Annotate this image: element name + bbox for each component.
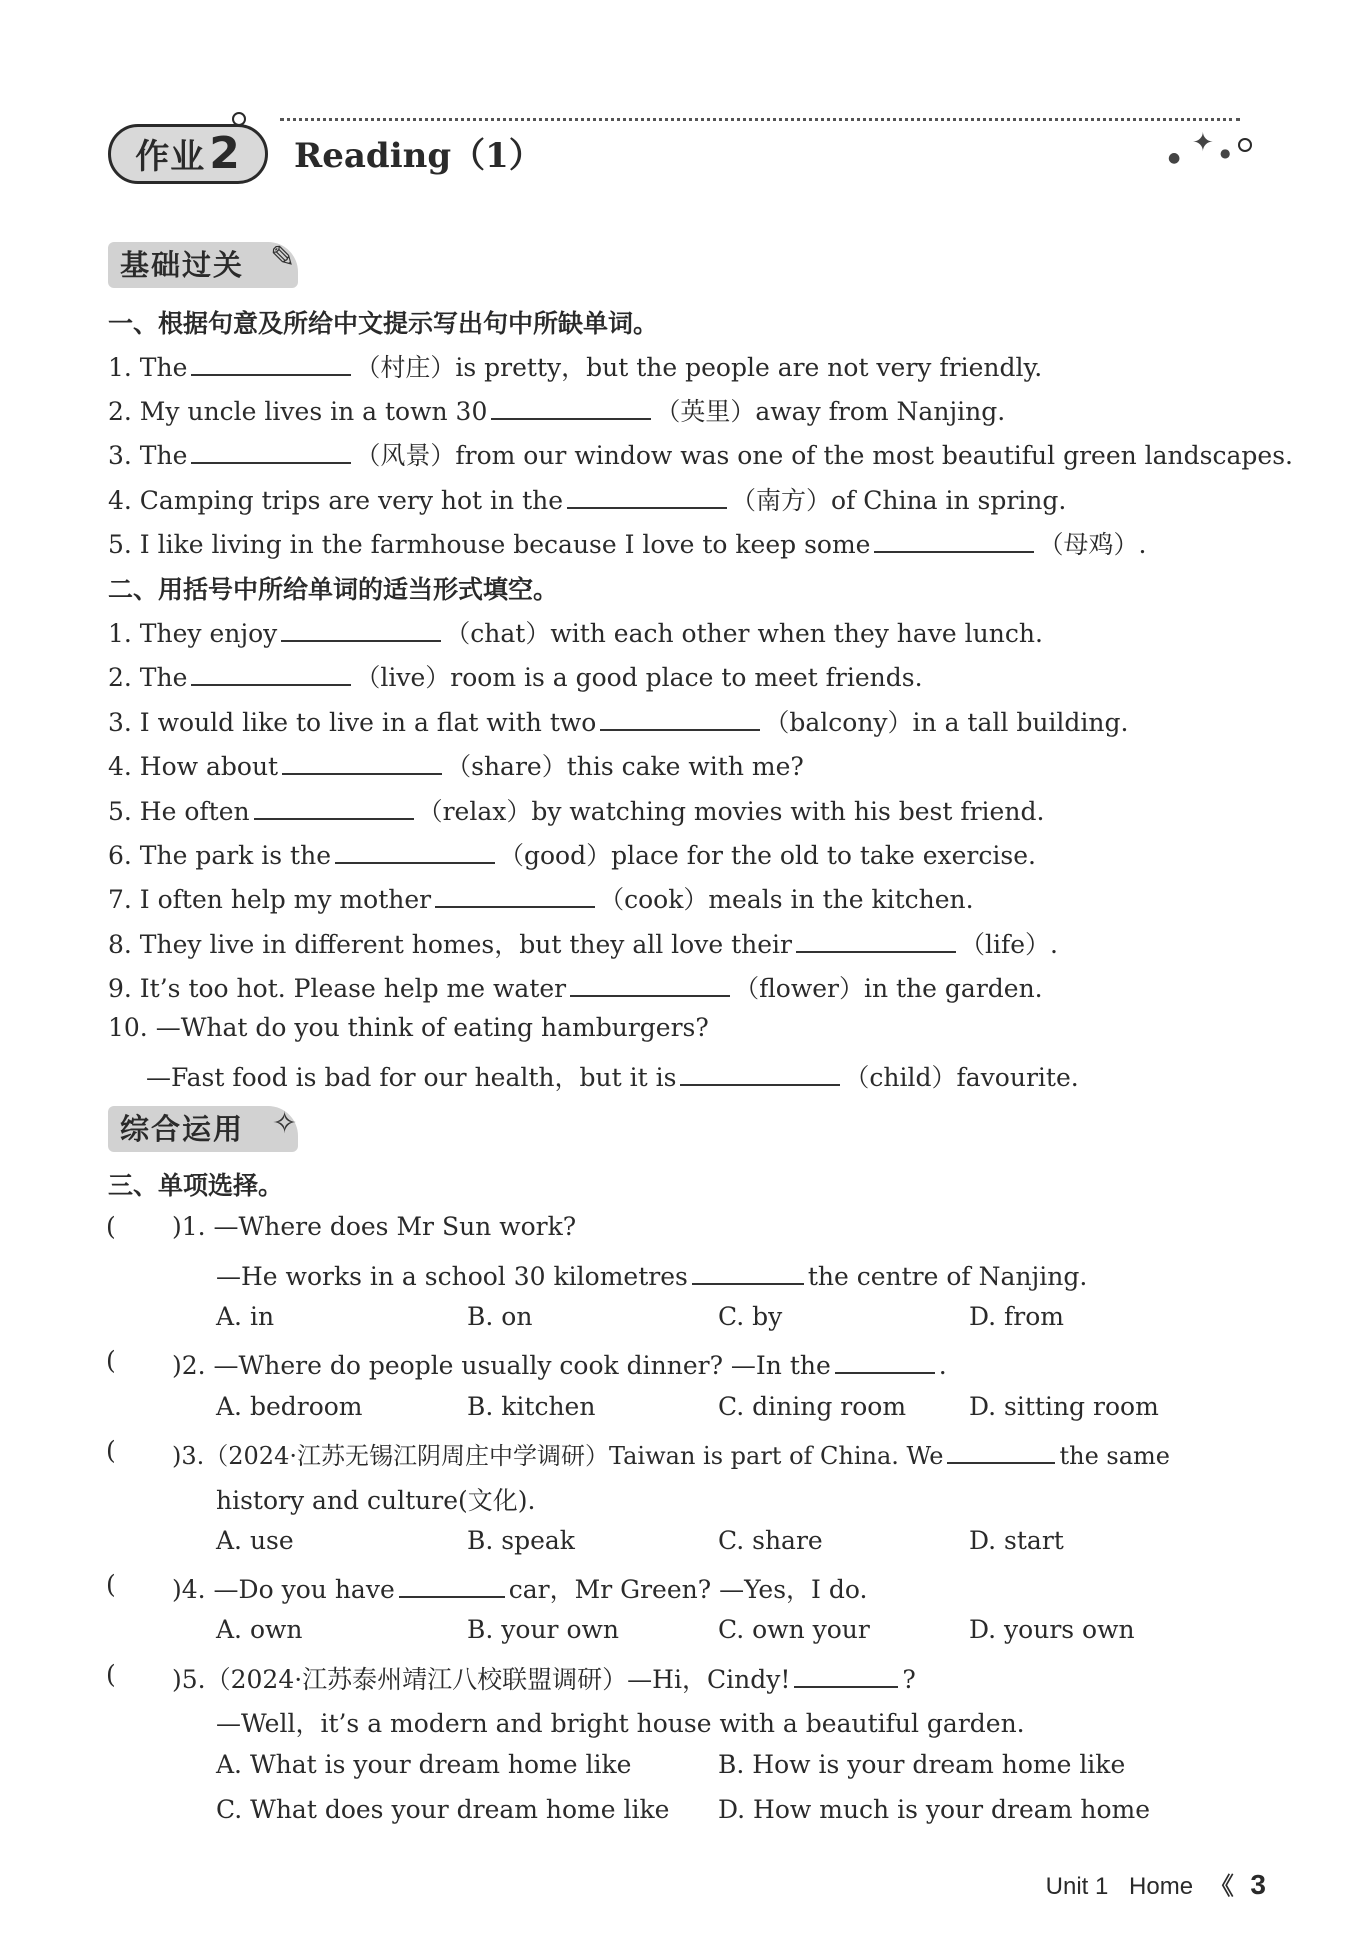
answer-blank[interactable] <box>794 1660 898 1688</box>
part2-item: 8. They live in different homes，but they all love their （life）. <box>108 925 1058 961</box>
q4-option-a[interactable]: A. own <box>216 1615 303 1644</box>
answer-blank[interactable] <box>281 614 441 642</box>
answer-blank[interactable] <box>191 436 351 464</box>
part1-item: 2. My uncle lives in a town 30 （英里）away from Nanjing. <box>108 392 1005 428</box>
answer-paren[interactable]: ( <box>106 1212 116 1241</box>
q1-line2: —He works in a school 30 kilometres the centre of Nanjing. <box>216 1257 1087 1291</box>
part2-item: 7. I often help my mother （cook）meals in the kitchen. <box>108 880 974 916</box>
q5-option-c[interactable]: C. What does your dream home like <box>216 1795 670 1824</box>
homework-badge <box>108 124 268 184</box>
lesson-title: Reading（1） <box>294 136 543 176</box>
homework-badge-number: 2 <box>209 128 241 179</box>
sparkle-star-icon: ✦ <box>1192 128 1214 158</box>
answer-blank[interactable] <box>435 880 595 908</box>
chevron-left-icon: 《 <box>1209 1873 1234 1900</box>
q2-line1: )2. —Where do people usually cook dinner? —In the . <box>172 1346 947 1380</box>
part1-heading: 一、根据句意及所给中文提示写出句中所缺单词。 <box>108 309 659 338</box>
answer-blank[interactable] <box>254 792 414 820</box>
part1-item: 5. I like living in the farmhouse because I love to keep some （母鸡）. <box>108 525 1146 561</box>
answer-paren[interactable]: ( <box>106 1346 116 1375</box>
part2-item: 5. He often （relax）by watching movies with his best friend. <box>108 792 1044 828</box>
q4-line1: )4. —Do you have car，Mr Green? —Yes，I do. <box>172 1570 867 1606</box>
part2-item: 6. The park is the （good）place for the old to take exercise. <box>108 836 1036 872</box>
q4-option-c[interactable]: C. own your <box>718 1615 870 1644</box>
q2-option-b[interactable]: B. kitchen <box>467 1392 596 1421</box>
q5-line1: )5.（2024·江苏泰州靖江八校联盟调研）—Hi，Cindy! ? <box>172 1660 916 1696</box>
answer-blank[interactable] <box>335 836 495 864</box>
q3-option-d[interactable]: D. start <box>969 1526 1064 1555</box>
part2-item-10-answer: —Fast food is bad for our health，but it is （child）favourite. <box>146 1058 1079 1094</box>
footer-topic: Home <box>1129 1873 1194 1900</box>
header-dotted-line <box>280 118 1240 121</box>
part1-item: 1. The （村庄）is pretty，but the people are not very friendly. <box>108 348 1042 384</box>
section-banner-basics: 基础过关 <box>108 242 298 288</box>
page-number: 3 <box>1250 1869 1266 1900</box>
answer-blank[interactable] <box>874 525 1034 553</box>
part2-item-10-question: 10. —What do you think of eating hamburgers? <box>108 1013 709 1042</box>
answer-blank[interactable] <box>835 1346 935 1374</box>
q5-option-d[interactable]: D. How much is your dream home <box>718 1795 1151 1824</box>
answer-blank[interactable] <box>282 747 442 775</box>
answer-blank[interactable] <box>399 1570 505 1598</box>
answer-blank[interactable] <box>692 1257 804 1285</box>
sparkle-dot-icon: ● <box>1168 150 1181 166</box>
q3-line2: history and culture(文化). <box>216 1486 536 1515</box>
part2-item: 9. It’s too hot. Please help me water （flower）in the garden. <box>108 969 1043 1005</box>
answer-blank[interactable] <box>680 1058 840 1086</box>
q2-option-d[interactable]: D. sitting room <box>969 1392 1159 1421</box>
part2-item: 1. They enjoy （chat）with each other when they have lunch. <box>108 614 1043 650</box>
part2-item: 2. The （live）room is a good place to meet friends. <box>108 658 923 694</box>
footer-unit: Unit 1 <box>1045 1873 1109 1900</box>
part2-heading: 二、用括号中所给单词的适当形式填空。 <box>108 575 559 604</box>
sparkle-small-dot-icon: ● <box>1220 146 1231 160</box>
section-banner-application: 综合运用 <box>108 1106 298 1152</box>
q1-option-d[interactable]: D. from <box>969 1302 1065 1331</box>
q1-option-c[interactable]: C. by <box>718 1302 783 1331</box>
header-dot-right <box>1238 138 1252 152</box>
part2-item: 4. How about （share）this cake with me? <box>108 747 804 783</box>
q3-option-c[interactable]: C. share <box>718 1526 823 1555</box>
q1-option-b[interactable]: B. on <box>467 1302 533 1331</box>
q3-option-b[interactable]: B. speak <box>467 1526 575 1555</box>
q4-option-b[interactable]: B. your own <box>467 1615 619 1644</box>
q1-line1: )1. —Where does Mr Sun work? <box>172 1212 577 1241</box>
answer-blank[interactable] <box>567 481 727 509</box>
q5-line2: —Well，it’s a modern and bright house with a beautiful garden. <box>216 1709 1025 1738</box>
q2-option-c[interactable]: C. dining room <box>718 1392 907 1421</box>
pencil-icon: ✎ <box>270 240 296 275</box>
answer-blank[interactable] <box>796 925 956 953</box>
part1-item: 4. Camping trips are very hot in the （南方）of China in spring. <box>108 481 1066 517</box>
q5-option-a[interactable]: A. What is your dream home like <box>216 1750 632 1779</box>
q3-option-a[interactable]: A. use <box>216 1526 294 1555</box>
part3-heading: 三、单项选择。 <box>108 1171 284 1200</box>
answer-paren[interactable]: ( <box>106 1436 116 1465</box>
answer-blank[interactable] <box>570 969 730 997</box>
part1-item: 3. The （风景）from our window was one of the most beautiful green landscapes. <box>108 436 1293 472</box>
answer-blank[interactable] <box>191 658 351 686</box>
part2-item: 3. I would like to live in a flat with two （balcony）in a tall building. <box>108 703 1128 739</box>
answer-blank[interactable] <box>491 392 651 420</box>
q2-option-a[interactable]: A. bedroom <box>216 1392 363 1421</box>
q5-option-b[interactable]: B. How is your dream home like <box>718 1750 1126 1779</box>
page-footer <box>1046 1866 1266 1901</box>
star-wand-icon: ✧ <box>272 1106 298 1141</box>
answer-blank[interactable] <box>600 703 760 731</box>
answer-paren[interactable]: ( <box>106 1570 116 1599</box>
homework-badge-text: 作业 <box>135 137 206 177</box>
answer-blank[interactable] <box>947 1436 1055 1464</box>
q3-line1: )3.（2024·江苏无锡江阴周庄中学调研）Taiwan is part of China. We the same <box>172 1436 1170 1471</box>
q4-option-d[interactable]: D. yours own <box>969 1615 1135 1644</box>
answer-blank[interactable] <box>191 348 351 376</box>
q1-option-a[interactable]: A. in <box>216 1302 275 1331</box>
answer-paren[interactable]: ( <box>106 1660 116 1689</box>
